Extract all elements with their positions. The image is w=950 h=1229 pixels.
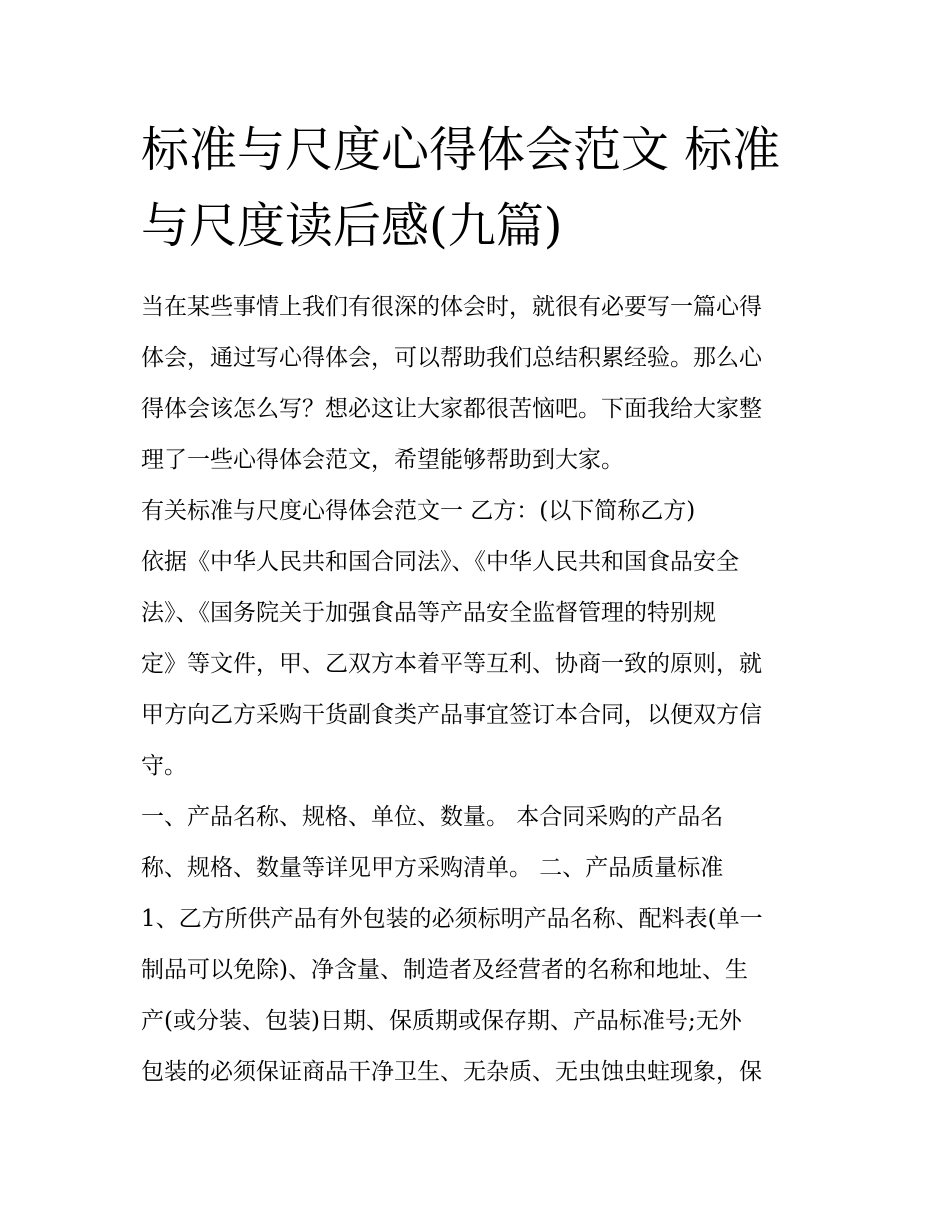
body-line-9: 甲方向乙方采购干货副食类产品事宜签订本合同，以便双方信 bbox=[141, 702, 762, 728]
body-line-11: 一、产品名称、规格、单位、数量。 本合同采购的产品名 bbox=[141, 804, 724, 830]
title-line-1: 标准与尺度心得体会范文 标准 bbox=[141, 122, 781, 178]
document-page bbox=[141, 112, 831, 1098]
document-body bbox=[141, 282, 831, 1098]
body-line-6: 依据《中华人民共和国合同法》、《中华人民共和国食品安全 bbox=[141, 549, 739, 575]
body-line-16: 包装的必须保证商品干净卫生、无杂质、无虫蚀虫蛀现象，保 bbox=[141, 1059, 762, 1085]
body-line-3: 得体会该怎么写？想必这让大家都很苦恼吧。下面我给大家整 bbox=[141, 396, 762, 422]
body-line-10: 守。 bbox=[141, 753, 187, 779]
title-line-2: 与尺度读后感(九篇) bbox=[141, 198, 563, 254]
body-line-7: 法》、《国务院关于加强食品等产品安全监督管理的特别规 bbox=[141, 600, 716, 626]
body-line-13: 1、乙方所供产品有外包装的必须标明产品名称、配料表(单一 bbox=[141, 906, 763, 932]
body-line-15: 产(或分装、包装)日期、保质期或保存期、产品标准号;无外 bbox=[141, 1008, 742, 1034]
body-line-8: 定》等文件，甲、乙双方本着平等互利、协商一致的原则，就 bbox=[141, 651, 762, 677]
body-line-12: 称、规格、数量等详见甲方采购清单。 二、产品质量标准 bbox=[141, 855, 724, 881]
body-line-2: 体会，通过写心得体会，可以帮助我们总结积累经验。那么心 bbox=[141, 345, 762, 371]
document-title bbox=[141, 112, 831, 264]
body-line-14: 制品可以免除)、净含量、制造者及经营者的名称和地址、生 bbox=[141, 957, 748, 983]
body-line-4: 理了一些心得体会范文，希望能够帮助到大家。 bbox=[141, 447, 624, 473]
body-line-1: 当在某些事情上我们有很深的体会时，就很有必要写一篇心得 bbox=[141, 294, 762, 320]
body-line-5: 有关标准与尺度心得体会范文一 乙方：(以下简称乙方) bbox=[141, 498, 696, 524]
